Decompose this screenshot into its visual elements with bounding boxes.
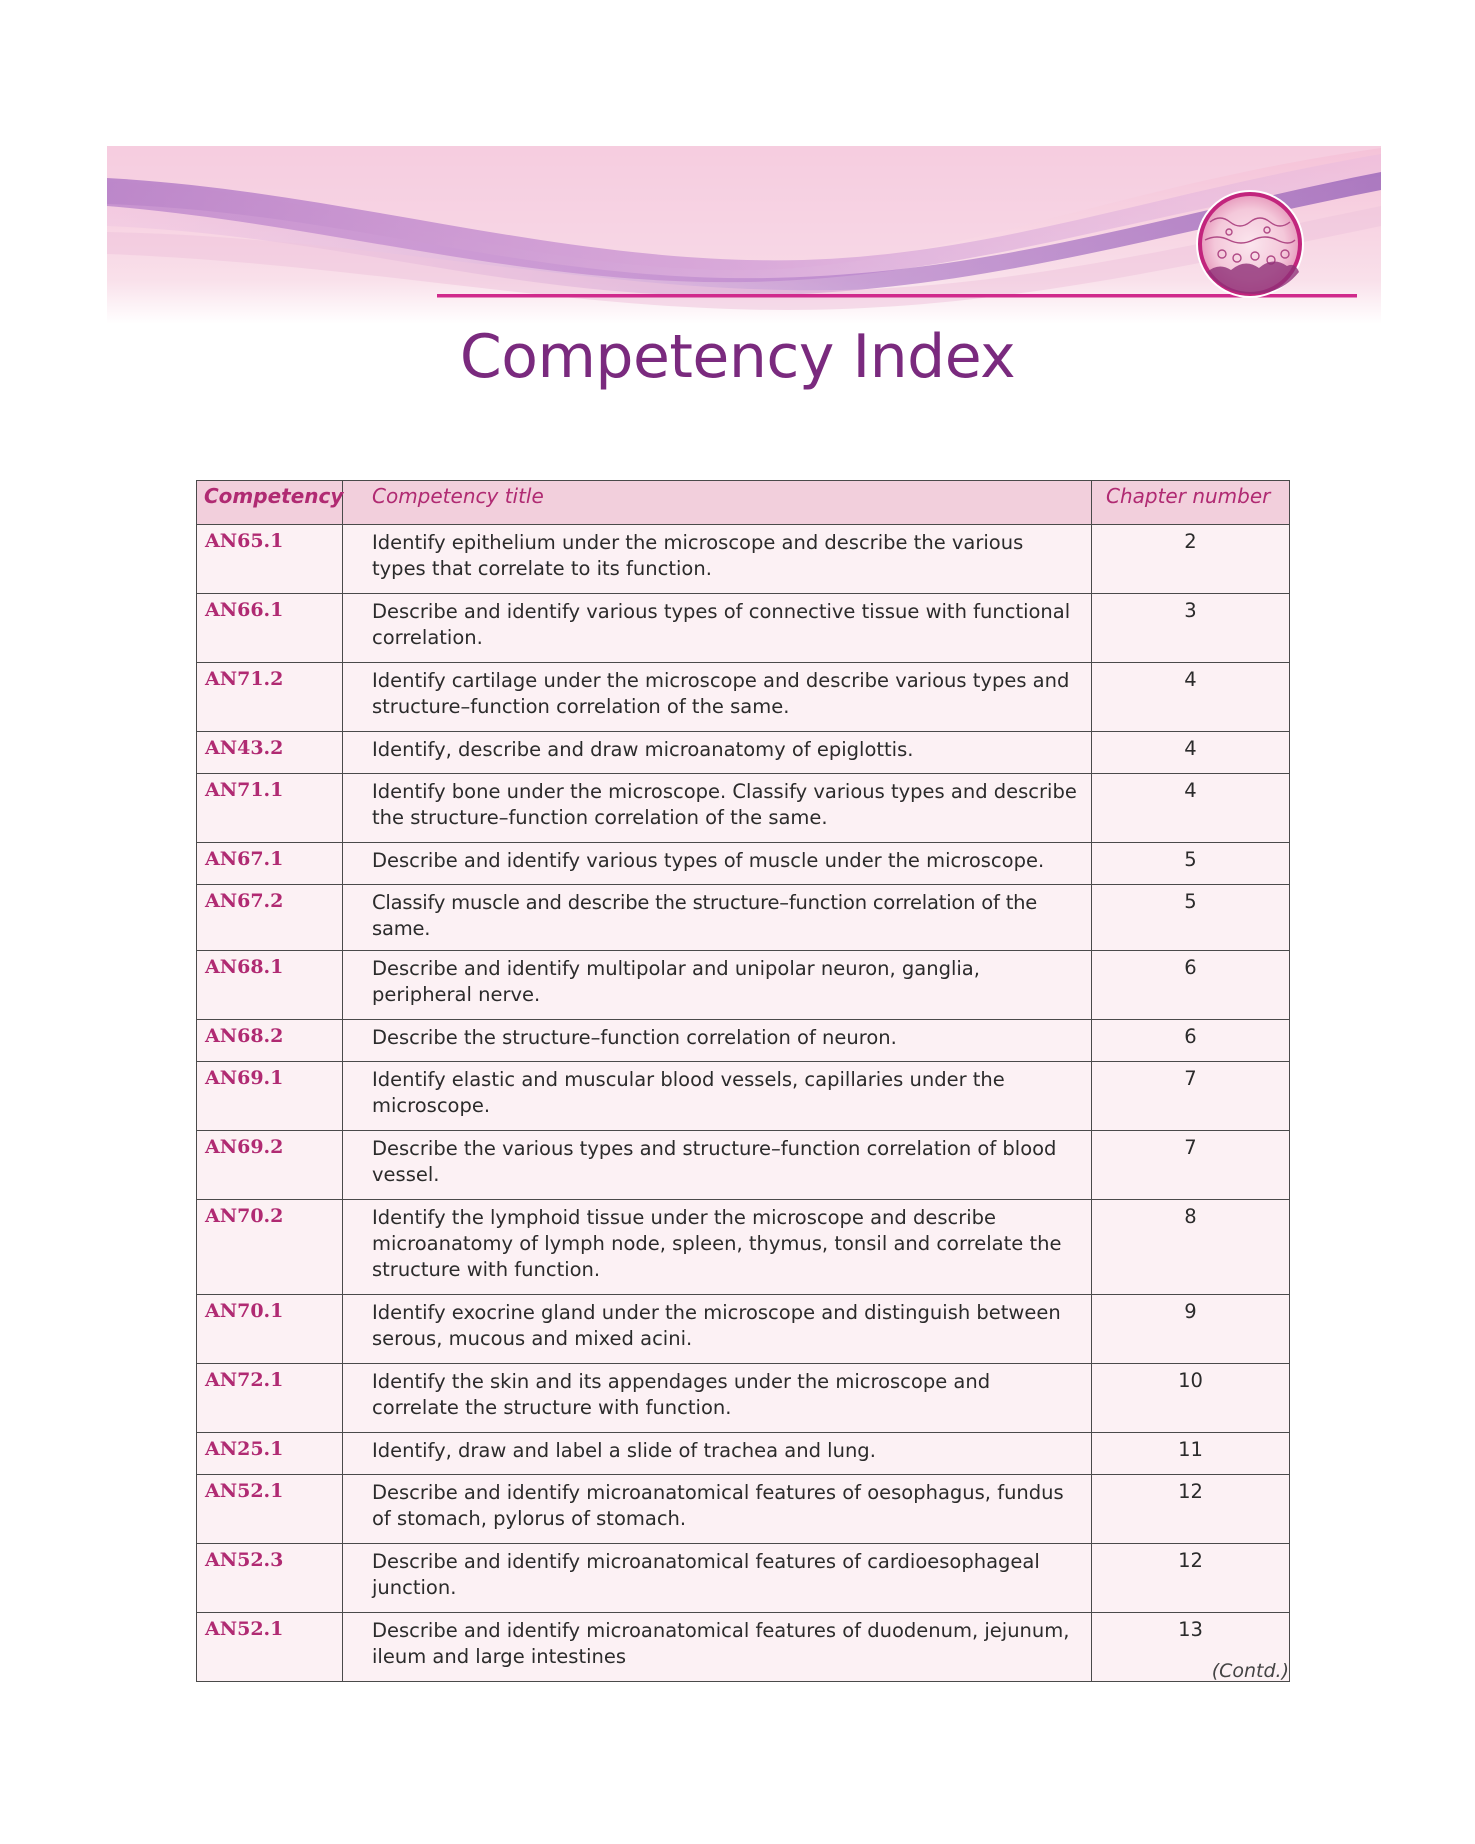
competency-code: AN67.1 bbox=[197, 843, 343, 885]
table-row bbox=[197, 1295, 1290, 1364]
table-row bbox=[197, 843, 1290, 885]
competency-code: AN71.1 bbox=[197, 774, 343, 843]
chapter-number: 3 bbox=[1092, 594, 1290, 663]
competency-title: Identify epithelium under the microscope and describe the various types that correlate to its function. bbox=[343, 525, 1092, 594]
competency-code: AN72.1 bbox=[197, 1364, 343, 1433]
competency-title: Identify bone under the microscope. Classify various types and describe the structure–function correlation of the same. bbox=[343, 774, 1092, 843]
chapter-number: 6 bbox=[1092, 1020, 1290, 1062]
chapter-number: 10 bbox=[1092, 1364, 1290, 1433]
competency-code: AN52.3 bbox=[197, 1544, 343, 1613]
chapter-number: 5 bbox=[1092, 885, 1290, 951]
table-row bbox=[197, 663, 1290, 732]
competency-title: Describe and identify multipolar and unipolar neuron, ganglia, peripheral nerve. bbox=[343, 951, 1092, 1020]
competency-table bbox=[196, 480, 1290, 1682]
competency-title: Identify, describe and draw microanatomy of epiglottis. bbox=[343, 732, 1092, 774]
chapter-number: 12 bbox=[1092, 1475, 1290, 1544]
competency-code: AN69.2 bbox=[197, 1131, 343, 1200]
competency-title: Describe and identify microanatomical features of cardioesophageal junction. bbox=[343, 1544, 1092, 1613]
competency-code: AN70.2 bbox=[197, 1200, 343, 1295]
table-row bbox=[197, 885, 1290, 951]
competency-code: AN68.1 bbox=[197, 951, 343, 1020]
competency-title: Describe and identify various types of connective tissue with functional correlation. bbox=[343, 594, 1092, 663]
table-row bbox=[197, 1364, 1290, 1433]
header-chapter-number: Chapter number bbox=[1092, 481, 1290, 525]
chapter-number: 4 bbox=[1092, 663, 1290, 732]
competency-code: AN52.1 bbox=[197, 1475, 343, 1544]
table-header-row bbox=[197, 481, 1290, 525]
table-row bbox=[197, 1020, 1290, 1062]
competency-title: Describe and identify microanatomical features of oesophagus, fundus of stomach, pylorus of stomach. bbox=[343, 1475, 1092, 1544]
header-competency: Competency bbox=[197, 481, 343, 525]
table-row bbox=[197, 951, 1290, 1020]
competency-code: AN70.1 bbox=[197, 1295, 343, 1364]
table-row bbox=[197, 1200, 1290, 1295]
table-row bbox=[197, 774, 1290, 843]
chapter-number: 6 bbox=[1092, 951, 1290, 1020]
table-row bbox=[197, 1433, 1290, 1475]
competency-code: AN71.2 bbox=[197, 663, 343, 732]
table-row bbox=[197, 1131, 1290, 1200]
competency-title: Identify exocrine gland under the microscope and distinguish between serous, mucous and mixed acini. bbox=[343, 1295, 1092, 1364]
page-title: Competency Index bbox=[459, 322, 1016, 392]
table-row bbox=[197, 525, 1290, 594]
header-banner bbox=[107, 146, 1381, 324]
table-row bbox=[197, 732, 1290, 774]
table-row bbox=[197, 1062, 1290, 1131]
chapter-number: 5 bbox=[1092, 843, 1290, 885]
wave-decoration bbox=[107, 146, 1381, 324]
competency-title: Identify elastic and muscular blood vessels, capillaries under the microscope. bbox=[343, 1062, 1092, 1131]
competency-title: Describe the various types and structure–function correlation of blood vessel. bbox=[343, 1131, 1092, 1200]
competency-code: AN52.1 bbox=[197, 1613, 343, 1682]
chapter-number: 8 bbox=[1092, 1200, 1290, 1295]
continued-note: (Contd.) bbox=[1211, 1660, 1289, 1682]
chapter-number: 4 bbox=[1092, 774, 1290, 843]
header-competency-title: Competency title bbox=[343, 481, 1092, 525]
chapter-number: 9 bbox=[1092, 1295, 1290, 1364]
chapter-number: 11 bbox=[1092, 1433, 1290, 1475]
chapter-number: 7 bbox=[1092, 1062, 1290, 1131]
competency-code: AN65.1 bbox=[197, 525, 343, 594]
competency-title: Describe and identify various types of muscle under the microscope. bbox=[343, 843, 1092, 885]
competency-code: AN66.1 bbox=[197, 594, 343, 663]
table-row bbox=[197, 594, 1290, 663]
competency-code: AN25.1 bbox=[197, 1433, 343, 1475]
table-row bbox=[197, 1613, 1290, 1682]
competency-title: Classify muscle and describe the structure–function correlation of the same. bbox=[343, 885, 1092, 951]
competency-code: AN67.2 bbox=[197, 885, 343, 951]
competency-code: AN68.2 bbox=[197, 1020, 343, 1062]
table-row bbox=[197, 1544, 1290, 1613]
chapter-number: 12 bbox=[1092, 1544, 1290, 1613]
competency-title: Identify the skin and its appendages under the microscope and correlate the structure with function. bbox=[343, 1364, 1092, 1433]
chapter-number: 13 bbox=[1092, 1613, 1290, 1682]
competency-title: Identify the lymphoid tissue under the microscope and describe microanatomy of lymph node, spleen, thymus, tonsil and correlate the structure with function. bbox=[343, 1200, 1092, 1295]
chapter-number: 4 bbox=[1092, 732, 1290, 774]
competency-title: Identify cartilage under the microscope and describe various types and structure–function correlation of the same. bbox=[343, 663, 1092, 732]
competency-code: AN69.1 bbox=[197, 1062, 343, 1131]
competency-title: Describe the structure–function correlation of neuron. bbox=[343, 1020, 1092, 1062]
chapter-number: 2 bbox=[1092, 525, 1290, 594]
competency-code: AN43.2 bbox=[197, 732, 343, 774]
competency-title: Describe and identify microanatomical features of duodenum, jejunum, ileum and large intestines bbox=[343, 1613, 1092, 1682]
competency-title: Identify, draw and label a slide of trachea and lung. bbox=[343, 1433, 1092, 1475]
chapter-number: 7 bbox=[1092, 1131, 1290, 1200]
table-row bbox=[197, 1475, 1290, 1544]
